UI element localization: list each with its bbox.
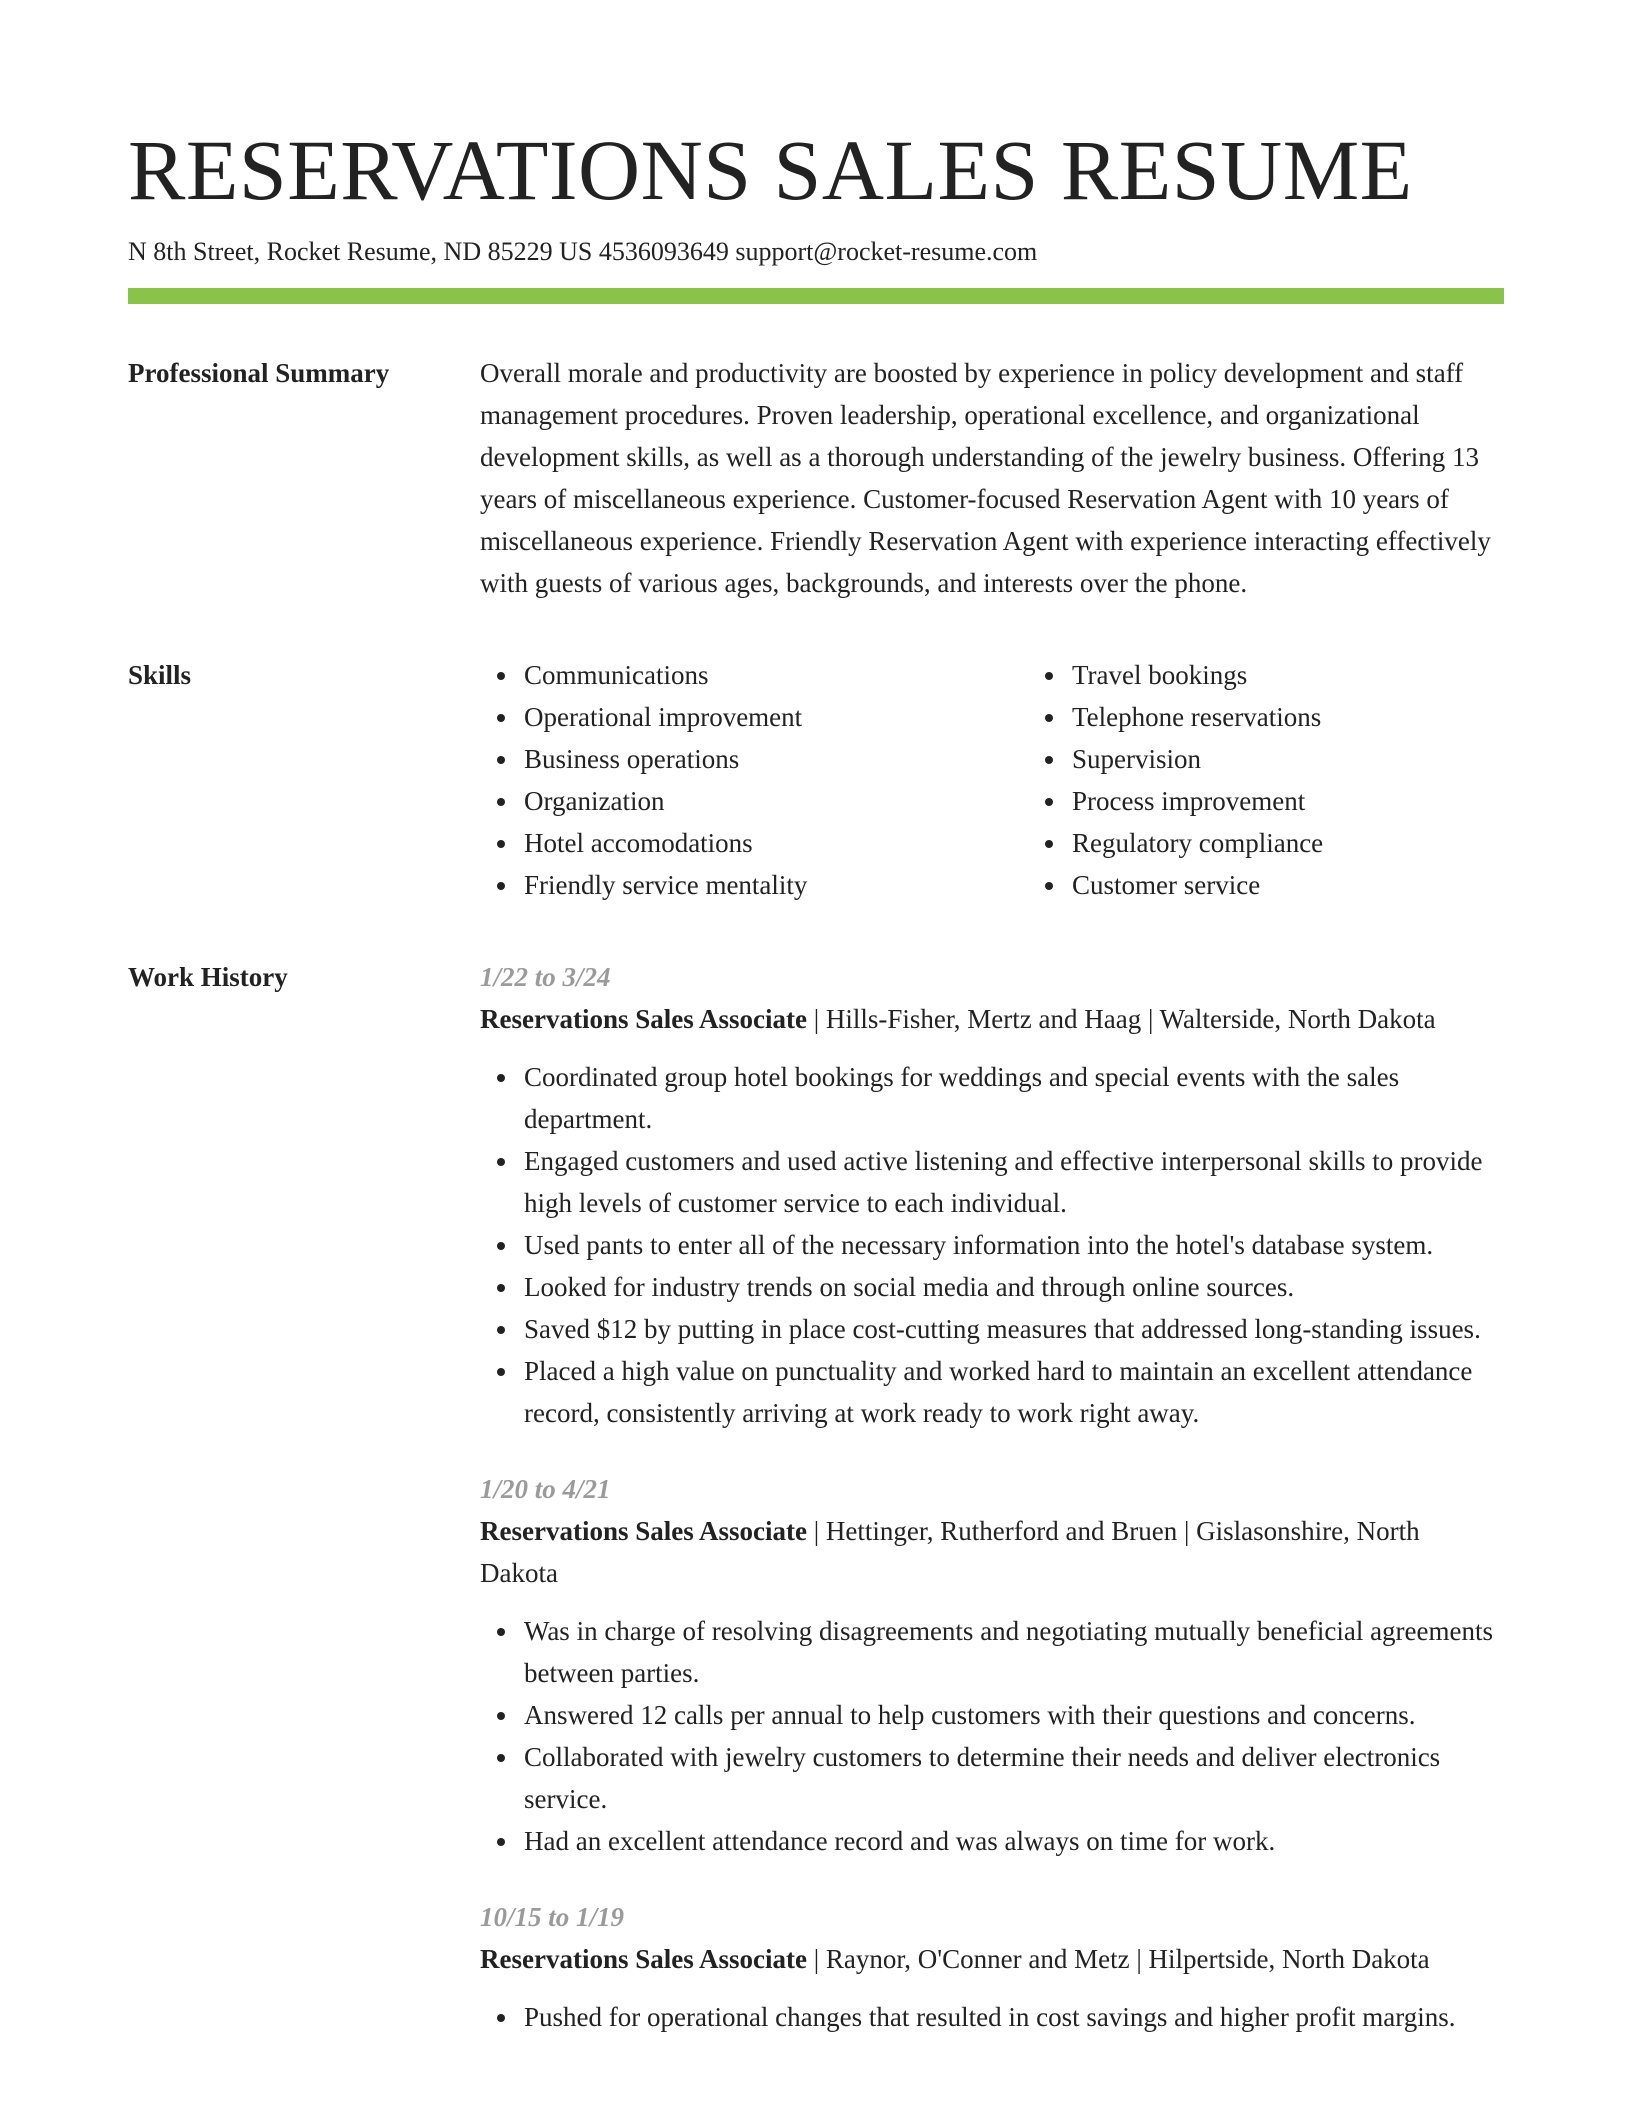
- skill-item: Communications: [524, 654, 1028, 696]
- skill-item: Process improvement: [1072, 780, 1576, 822]
- contact-line: N 8th Street, Rocket Resume, ND 85229 US 4536093649 support@rocket-resume.com: [128, 237, 1038, 266]
- skill-item: Organization: [524, 780, 1028, 822]
- job-title: Reservations Sales Associate: [480, 1516, 807, 1546]
- summary-body: [480, 352, 1504, 604]
- job-bullet: Placed a high value on punctuality and worked hard to maintain an excellent attendance record, consistently arriving at work ready to work right away.: [524, 1350, 1504, 1434]
- resume-page: [128, 120, 1504, 2072]
- job-heading: [480, 1938, 1504, 1980]
- accent-divider: [128, 288, 1504, 304]
- skill-item: Regulatory compliance: [1072, 822, 1576, 864]
- job-title: Reservations Sales Associate: [480, 1004, 807, 1034]
- work-history-body: [480, 956, 1504, 2072]
- job-bullet-list: [480, 1996, 1504, 2038]
- job-bullet: Saved $12 by putting in place cost-cutting measures that addressed long-standing issues.: [524, 1308, 1504, 1350]
- skills-grid: [480, 654, 1576, 906]
- skills-left-list: [480, 654, 1028, 906]
- summary-section: [128, 352, 1504, 604]
- skill-item: Customer service: [1072, 864, 1576, 906]
- skill-item: Supervision: [1072, 738, 1576, 780]
- job-bullet: Pushed for operational changes that resulted in cost savings and higher profit margins.: [524, 1996, 1504, 2038]
- work-history-section: [128, 956, 1504, 2072]
- skills-right-list: [1028, 654, 1576, 906]
- job-bullet-list: [480, 1056, 1504, 1434]
- skill-item: Hotel accomodations: [524, 822, 1028, 864]
- job-details: | Hills-Fisher, Mertz and Haag | Walterside, North Dakota: [806, 1004, 1436, 1034]
- skill-item: Business operations: [524, 738, 1028, 780]
- skills-body: [480, 654, 1576, 906]
- job-dates: 1/20 to 4/21: [480, 1474, 611, 1504]
- summary-text: Overall morale and productivity are boosted by experience in policy development and staff management procedures. Proven leadership, operational excellence, and organizational development skills, as well as a thorough understanding of the jewelry business. Offering 13 years of miscellaneous experience. Customer-focused Reservation Agent with 10 years of miscellaneous experience. Friendly Reservation Agent with experience interacting effectively with guests of various ages, backgrounds, and interests over the phone.: [480, 358, 1491, 598]
- work-history-heading: Work History: [128, 962, 288, 992]
- job-bullet: Engaged customers and used active listening and effective interpersonal skills to provide high levels of customer service to each individual.: [524, 1140, 1504, 1224]
- job-dates: 1/22 to 3/24: [480, 962, 611, 992]
- job-entry: [480, 1468, 1504, 1862]
- skill-item: Friendly service mentality: [524, 864, 1028, 906]
- job-bullet: Collaborated with jewelry customers to determine their needs and deliver electronics service.: [524, 1736, 1504, 1820]
- summary-heading: Professional Summary: [128, 358, 390, 388]
- job-details: | Hettinger, Rutherford and Bruen | Gislasonshire, North Dakota: [480, 1516, 1420, 1588]
- job-bullet: Looked for industry trends on social media and through online sources.: [524, 1266, 1504, 1308]
- job-title: Reservations Sales Associate: [480, 1944, 807, 1974]
- skill-item: Operational improvement: [524, 696, 1028, 738]
- skills-section: [128, 654, 1504, 906]
- job-bullet: Coordinated group hotel bookings for weddings and special events with the sales department.: [524, 1056, 1504, 1140]
- job-details: | Raynor, O'Conner and Metz | Hilpertside, North Dakota: [806, 1944, 1430, 1974]
- job-bullet: Had an excellent attendance record and was always on time for work.: [524, 1820, 1504, 1862]
- job-bullet: Answered 12 calls per annual to help customers with their questions and concerns.: [524, 1694, 1504, 1736]
- job-heading: [480, 1510, 1504, 1594]
- resume-title: RESERVATIONS SALES RESUME: [128, 122, 1413, 218]
- skills-heading: Skills: [128, 660, 192, 690]
- job-heading: [480, 998, 1504, 1040]
- job-dates: 10/15 to 1/19: [480, 1902, 625, 1932]
- job-entry: [480, 956, 1504, 1434]
- job-bullet: Used pants to enter all of the necessary information into the hotel's database system.: [524, 1224, 1504, 1266]
- job-bullet: Was in charge of resolving disagreements and negotiating mutually beneficial agreements between parties.: [524, 1610, 1504, 1694]
- skill-item: Telephone reservations: [1072, 696, 1576, 738]
- skill-item: Travel bookings: [1072, 654, 1576, 696]
- job-bullet-list: [480, 1610, 1504, 1862]
- job-entry: [480, 1896, 1504, 2038]
